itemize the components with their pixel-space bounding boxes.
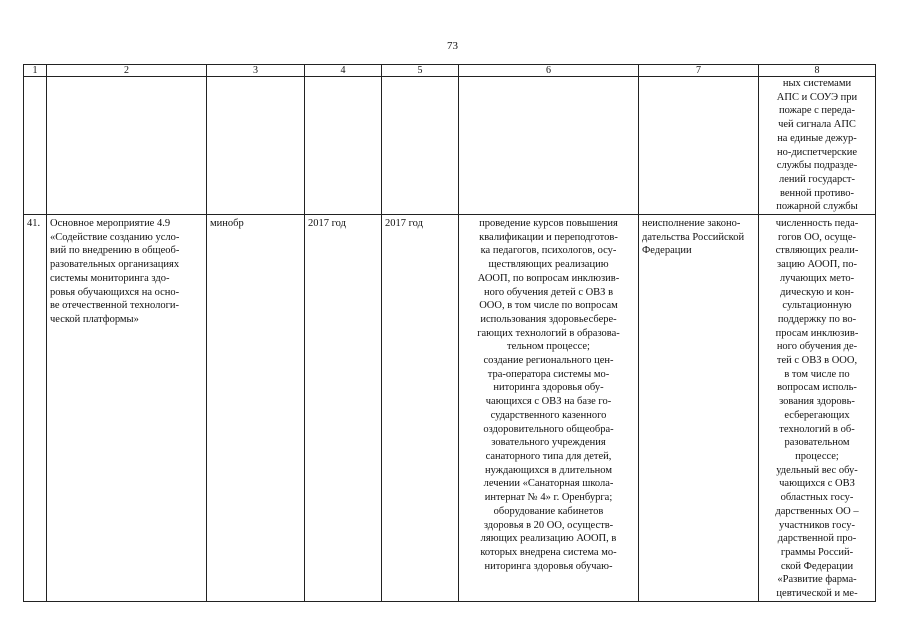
empty-cell	[639, 77, 759, 215]
table-header-row	[24, 65, 876, 77]
header-cell: 6	[459, 65, 639, 77]
indicator-cell: численность педа- гогов ОО, осуще- ствляющих реали- зацию АООП, по- лучающих мето- дическую и кон- сультационную поддержку по во- просам инклюзив- ного обучения де- тей с ОВЗ в ООО, в том числе по вопросам исполь- зования здоровь- есберегающих технологий в об- разовательном процессе; удельный вес обу- чающихся с ОВЗ областных госу- дарственных ОО – участников госу- дарственной про- граммы Россий- ской Федерации «Развитие фарма- цевтической и ме-	[759, 215, 876, 602]
measure-name-cell: Основное мероприятие 4.9 «Содействие созданию усло- вий по внедрению в общеоб- разовательных организациях системы мониторинга здо- ровья обучающихся на осно- ве отечественной технологи- ческой платформы»	[47, 215, 207, 602]
table-row	[24, 215, 876, 602]
empty-cell	[459, 77, 639, 215]
expected-result-cell: проведение курсов повышения квалификации и переподготов- ка педагогов, психологов, осу- ществляющих реализацию АООП, по вопросам инклюзив- ного обучения детей с ОВЗ в ООО, в том числе по вопросам использования здоровьесбере- гающих технологий в образова- тельном процессе; создание регионального цен- тра-оператора системы мо- ниторинга здоровья обу- чающихся с ОВЗ на базе го- сударственного казенного оздоровительного общеобра- зовательного учреждения санаторного типа для детей, нуждающихся в длительном лечении «Санаторная школа- интернат № 4» г. Оренбурга; оборудование кабинетов здоровья в 20 ОО, осуществ- ляющих реализацию АООП, в которых внедрена система мо- ниторинга здоровья обучаю-	[459, 215, 639, 602]
empty-cell	[207, 77, 305, 215]
start-year-cell: 2017 год	[305, 215, 382, 602]
empty-cell	[305, 77, 382, 215]
page-number: 73	[447, 40, 458, 52]
empty-cell	[382, 77, 459, 215]
empty-cell	[47, 77, 207, 215]
executor-cell: минобр	[207, 215, 305, 602]
measures-table	[23, 64, 876, 602]
header-cell: 1	[24, 65, 47, 77]
row-number-cell: 41.	[24, 215, 47, 602]
header-cell: 3	[207, 65, 305, 77]
continuation-row	[24, 77, 876, 215]
empty-cell	[24, 77, 47, 215]
header-cell: 5	[382, 65, 459, 77]
header-cell: 4	[305, 65, 382, 77]
header-cell: 8	[759, 65, 876, 77]
consequence-cell: неисполнение законо- дательства Российской Федерации	[639, 215, 759, 602]
header-cell: 7	[639, 65, 759, 77]
header-cell: 2	[47, 65, 207, 77]
continuation-indicator-cell: ных системами АПС и СОУЭ при пожаре с переда- чей сигнала АПС на единые дежур- но-диспетчерские службы подразде- лений государст- венной противо- пожарной службы	[759, 77, 876, 215]
end-year-cell: 2017 год	[382, 215, 459, 602]
